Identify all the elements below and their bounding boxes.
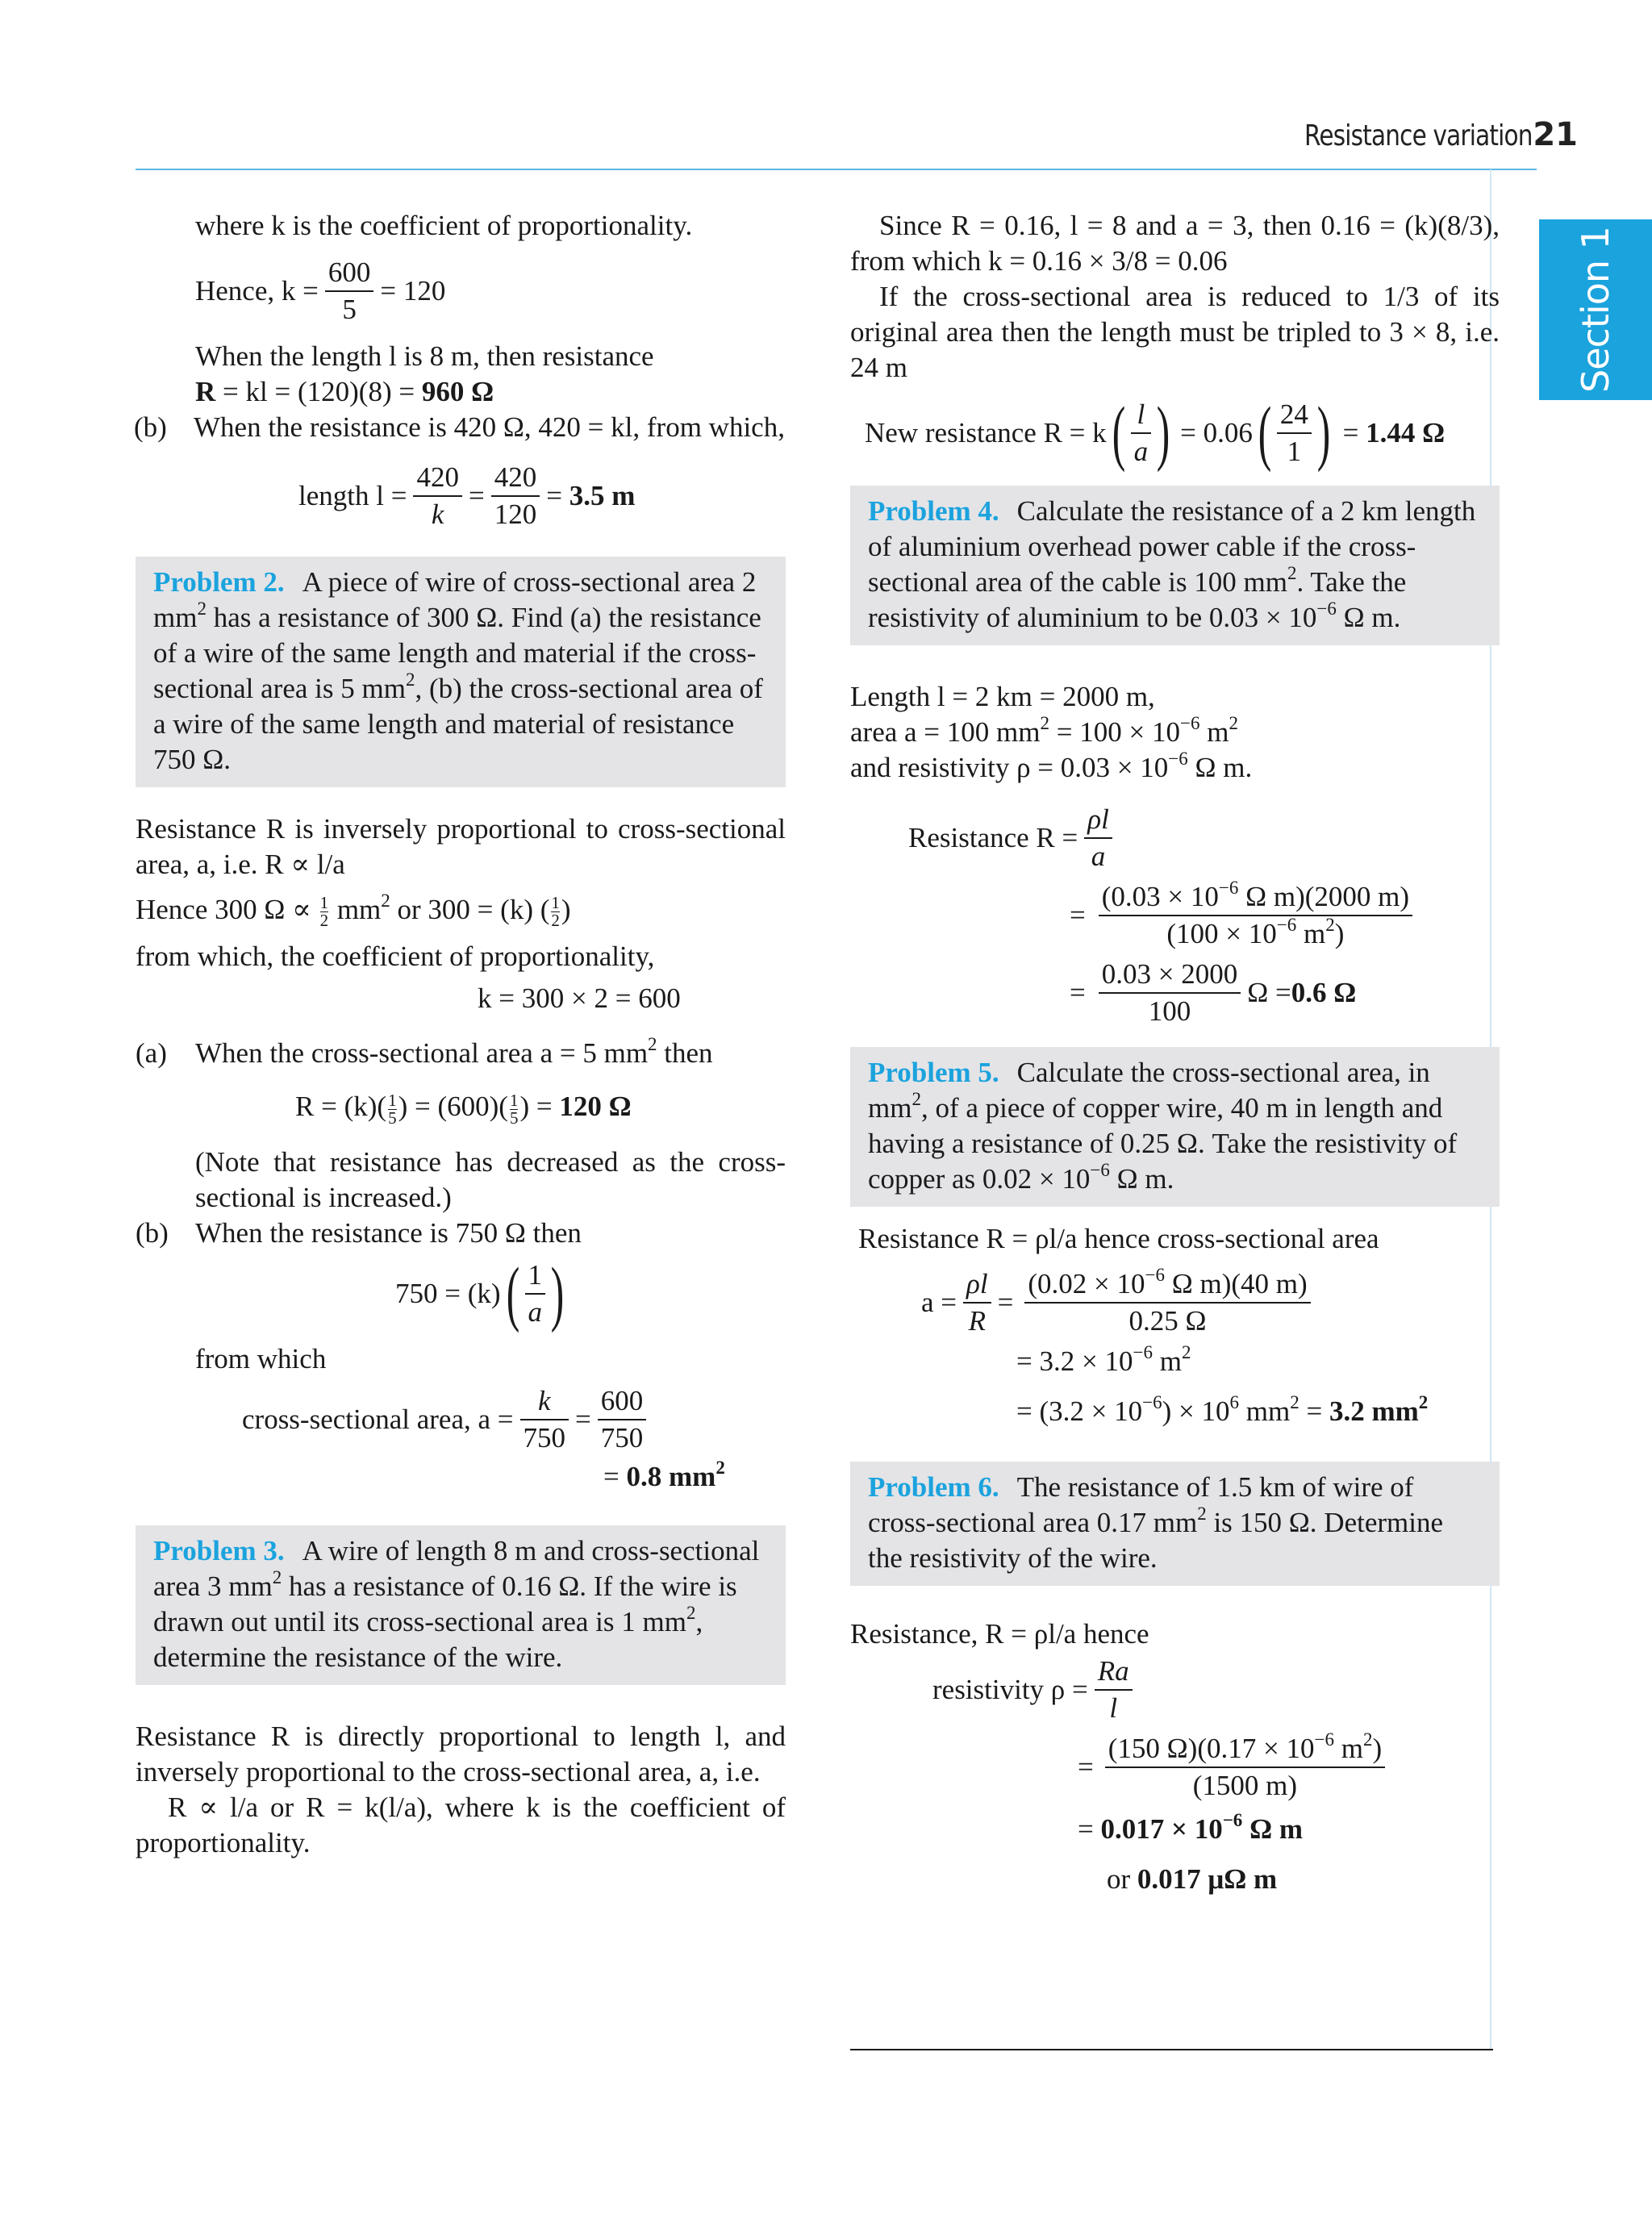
resistance-equation: Resistance R = $\frac{\rho l}{a}$ [908,802,1500,874]
area-equation-3: = $(3.2 \times 10^{-6}) \times 10^6$ $mm^2 = 3.2$ $mm^2$ [1016,1392,1429,1427]
end-rule [850,2049,1493,2050]
section-tab [1539,219,1652,400]
resistance-equation-3: = $\frac{0.03 \times 2000}{100}$ Ω = 0.6 Ω [1070,957,1500,1029]
length-equation: length l = $\frac{420}{k}$ = $\frac{420}{120}$ = 3.5 m [298,460,786,532]
resistivity-text: and resistivity $\rho = 0.03 \times 10^{-6}$ Ω m. [850,749,1253,783]
problem-6-box: Problem 6. The resistance of 1.5 km of wire of cross-sectional area 0.17 $mm^2$ is 150 Ω. Determine the resistivity of the wire. [850,1462,1500,1586]
running-header-title: Resistance variation [1304,119,1533,152]
since-text: Since R = 0.16, l = 8 and a = 3, then 0.16 = (k)(8/3), from which k = 0.16 × 3/8 = 0.06 [850,210,1500,277]
problem-3-box: Problem 3. A wire of length 8 m and cross-sectional area 3 $mm^2$ has a resistance of 0.16 Ω. If the wire is drawn out until its cross-sectional area is 1 $mm^2$, determine the resistance of the wire. [136,1525,786,1685]
problem-4-box: Problem 4. Calculate the resistance of a 2 km length of aluminium overhead power cable if the cross-sectional area of the cable is 100 $mm^2$. Take the resistivity of aluminium to be $0.03 \times 10^{-6}$ Ω m. [850,486,1500,645]
rho-equation-2: = $\frac{(150 \Omega)(0.17 \times 10^{-6} m^2)}{(1500 m)}$ [1078,1731,1500,1804]
problem-5-box: Problem 5. Calculate the cross-sectional area, in $mm^2$, of a piece of copper wire, 40 m in length and having a resistance of 0.25 Ω. Take the resistivity of copper as $0.02 \times 10^{-6}$ Ω m. [850,1047,1500,1207]
part-b-item: (b) When the resistance is 420 Ω, 420 = kl, from which, [134,411,785,443]
rho-result-2: or 0.017 μΩ m [1107,1863,1278,1895]
hence-k-equation: Hence, k = $\frac{600}{5}$ = 120 [195,255,786,327]
res-hence-text: Resistance R = ρl/a hence cross-sectional area [858,1223,1379,1254]
new-r-equation: New resistance R = k ( $\frac{l}{a}$ ) = 0.06 ( $\frac{24}{1}$ ) = 1.44 Ω [865,393,1446,473]
hence-300-text: Hence 300 Ω ∝ $\frac{1}{2}$ $mm^2$ or 300 = (k) ( $\frac{1}{2}$ ) [136,891,571,931]
coef-text: from which, the coefficient of proportionality, [136,941,655,973]
eq-750: 750 = (k) ( $\frac{1}{a}$ ) [395,1253,565,1333]
inverse-text: Resistance R is inversely proportional to cross-sectional area, a, i.e. R ∝ l/a [136,813,786,880]
header-rule [136,169,1537,170]
section-tab-label: Section 1 [1574,227,1617,393]
intro-text: where k is the coefficient of proportionality. [195,210,693,241]
area-a-text: area a = 100 $mm^2 = 100 \times 10^{-6}$ $m^2$ [850,713,1238,748]
direct-text: Resistance R is directly proportional to length l, and inversely proportional to the cross-sectional area, a, i.e. [136,1720,786,1787]
direct-text-2: R ∝ l/a or R = k(l/a), where k is the coefficient of proportionality. [136,1791,786,1858]
problem-2-box: Problem 2. A piece of wire of cross-sectional area 2 $mm^2$ has a resistance of 300 Ω. Find (a) the resistance of a wire of the same length and material if the cross-sectional area is 5 $mm^2$, (b) the cross-sectional area of a wire of the same length and material of resistance 750 Ω. [136,557,786,787]
length-l-text: Length l = 2 km = 2000 m, [850,681,1155,712]
area-equation: a = $\frac{\rho l}{R}$ = $\frac{(0.02 \times 10^{-6} \Omega m)(40 m)}{0.25 \Omega}$ [921,1266,1500,1339]
part-b2-item: (b) When the resistance is 750 Ω then [136,1216,582,1249]
k-equation: k = 300 × 2 = 600 [478,982,681,1015]
note-text: (Note that resistance has decreased as the cross-sectional is increased.) [195,1145,786,1213]
when-length-text: When the length l is 8 m, then resistance [195,340,654,372]
page-number: 21 [1533,116,1578,153]
rho-equation: resistivity ρ = $\frac{Ra}{l}$ [932,1654,1500,1726]
rho-result: = $0.017 \times 10^{-6}$ Ω m [1078,1810,1303,1845]
right-column [850,208,1500,1897]
if-reduced-text: If the cross-sectional area is reduced to 1/3 of its original area then the length must be tripled to 3 × 8, i.e. 24 m [850,281,1500,383]
area-equation-2: = $3.2 \times 10^{-6}$ $m^2$ [1016,1342,1191,1377]
r-equation-2: R = (k)( $\frac{1}{5}$ ) = (600)( $\frac{1}{5}$ ) = 120 Ω [295,1090,632,1128]
part-a-item: (a) When the cross-sectional area a = 5 $mm^2$ then [136,1034,713,1070]
r-equation: R = kl = (120)(8) = 960 Ω [195,376,494,407]
left-column [136,208,786,1861]
csa-result: = 0.8 $mm^2$ [603,1457,725,1492]
resistance-equation-2: = $\frac{(0.03 \times 10^{-6} \Omega m)(2000 m)}{(100 \times 10^{-6} m^2)}$ [1070,879,1500,952]
csa-equation: cross-sectional area, a = $\frac{k}{750}$ = $\frac{600}{750}$ [242,1383,786,1456]
res-r-text: Resistance, R = ρl/a hence [850,1618,1149,1650]
from-which-text: from which [195,1342,327,1374]
